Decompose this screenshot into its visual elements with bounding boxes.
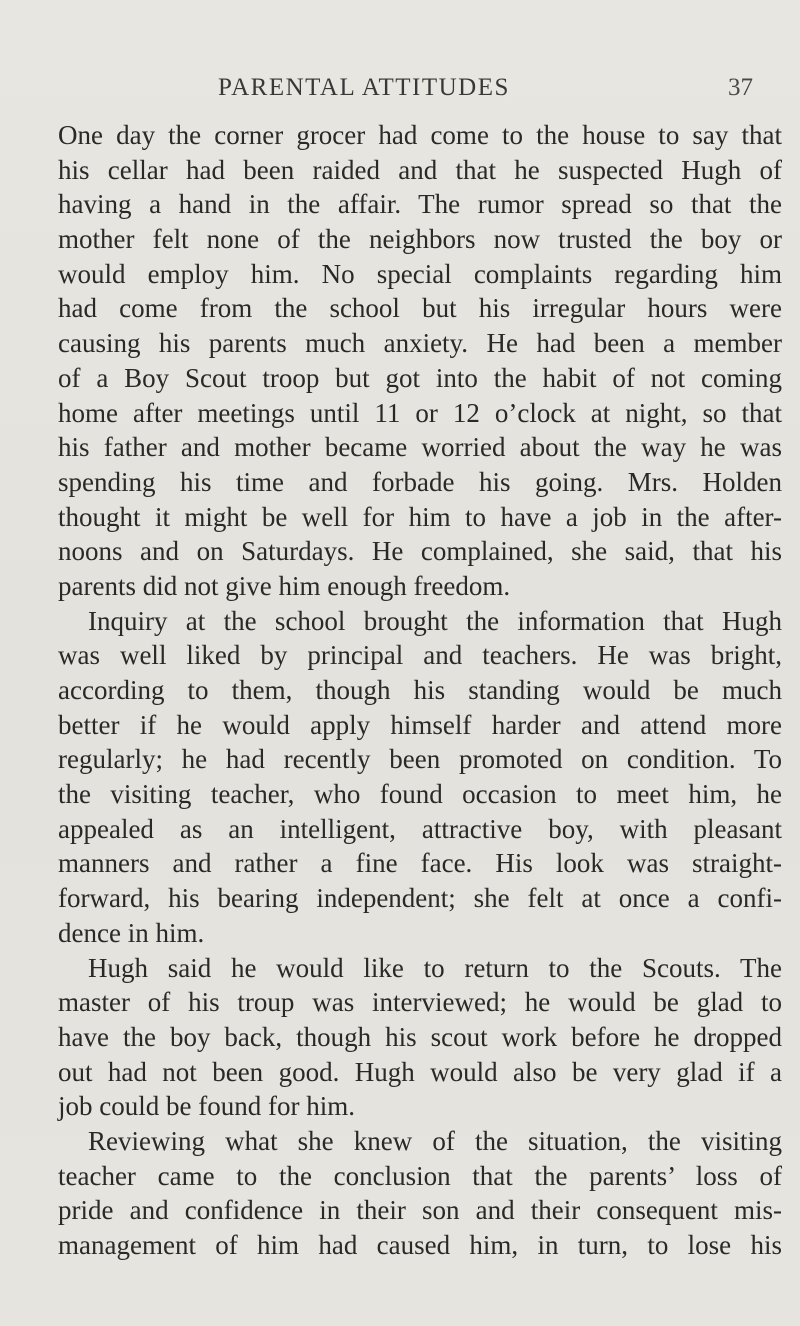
text-line: teacher came to the conclusion that the parents’ loss of: [58, 1160, 782, 1191]
text-line: having a hand in the affair. The rumor spread so that the: [58, 189, 782, 220]
text-line: Inquiry at the school brought the information that Hugh: [88, 605, 782, 636]
page-number: 37: [728, 74, 753, 101]
paragraph: [58, 118, 782, 604]
chapter-title: PARENTAL ATTITUDES: [218, 74, 510, 101]
text-line: home after meetings until 11 or 12 o’clock at night, so that: [58, 397, 782, 428]
text-line: forward, his bearing independent; she felt at once a confi-: [58, 883, 782, 914]
text-line: appealed as an intelligent, attractive boy, with pleasant: [58, 813, 782, 844]
text-line: management of him had caused him, in turn, to lose his: [58, 1230, 782, 1260]
text-line: job could be found for him.: [58, 1091, 355, 1122]
text-line: causing his parents much anxiety. He had been a member: [58, 328, 782, 359]
text-line: mother felt none of the neighbors now trusted the boy or: [58, 224, 782, 255]
running-head: [0, 74, 800, 110]
paragraph: [58, 604, 782, 951]
text-line: his cellar had been raided and that he suspected Hugh of: [58, 154, 782, 185]
text-line: was well liked by principal and teachers. He was bright,: [58, 640, 782, 671]
text-line: master of his troup was interviewed; he would be glad to: [58, 987, 782, 1018]
text-line: One day the corner grocer had come to the house to say that: [58, 120, 782, 150]
text-line: pride and confidence in their son and their consequent mis-: [58, 1195, 782, 1226]
paragraph: [58, 951, 782, 1124]
text-line: manners and rather a fine face. His look was straight-: [58, 848, 782, 879]
text-line: his father and mother became worried about the way he was: [58, 432, 782, 463]
text-line: regularly; he had recently been promoted on condition. To: [58, 744, 782, 775]
text-line: the visiting teacher, who found occasion to meet him, he: [58, 779, 782, 810]
text-line: spending his time and forbade his going. Mrs. Holden: [58, 466, 782, 497]
text-line: according to them, though his standing would be much: [58, 675, 782, 705]
body-text: [58, 118, 782, 1263]
paragraph: [58, 1124, 782, 1263]
text-line: parents did not give him enough freedom.: [58, 570, 511, 601]
text-line: would employ him. No special complaints regarding him: [58, 258, 782, 289]
text-line: noons and on Saturdays. He complained, she said, that his: [58, 536, 782, 567]
text-line: had come from the school but his irregular hours were: [58, 293, 782, 324]
text-line: of a Boy Scout troop but got into the habit of not coming: [58, 362, 782, 393]
text-line: Reviewing what she knew of the situation, the visiting: [88, 1125, 782, 1156]
text-line: Hugh said he would like to return to the Scouts. The: [88, 952, 782, 983]
text-line: better if he would apply himself harder and attend more: [58, 709, 782, 740]
text-line: dence in him.: [58, 917, 205, 948]
text-line: out had not been good. Hugh would also be very glad if a: [58, 1056, 782, 1087]
text-line: have the boy back, though his scout work before he dropped: [58, 1021, 782, 1052]
text-line: thought it might be well for him to have a job in the after-: [58, 501, 782, 532]
